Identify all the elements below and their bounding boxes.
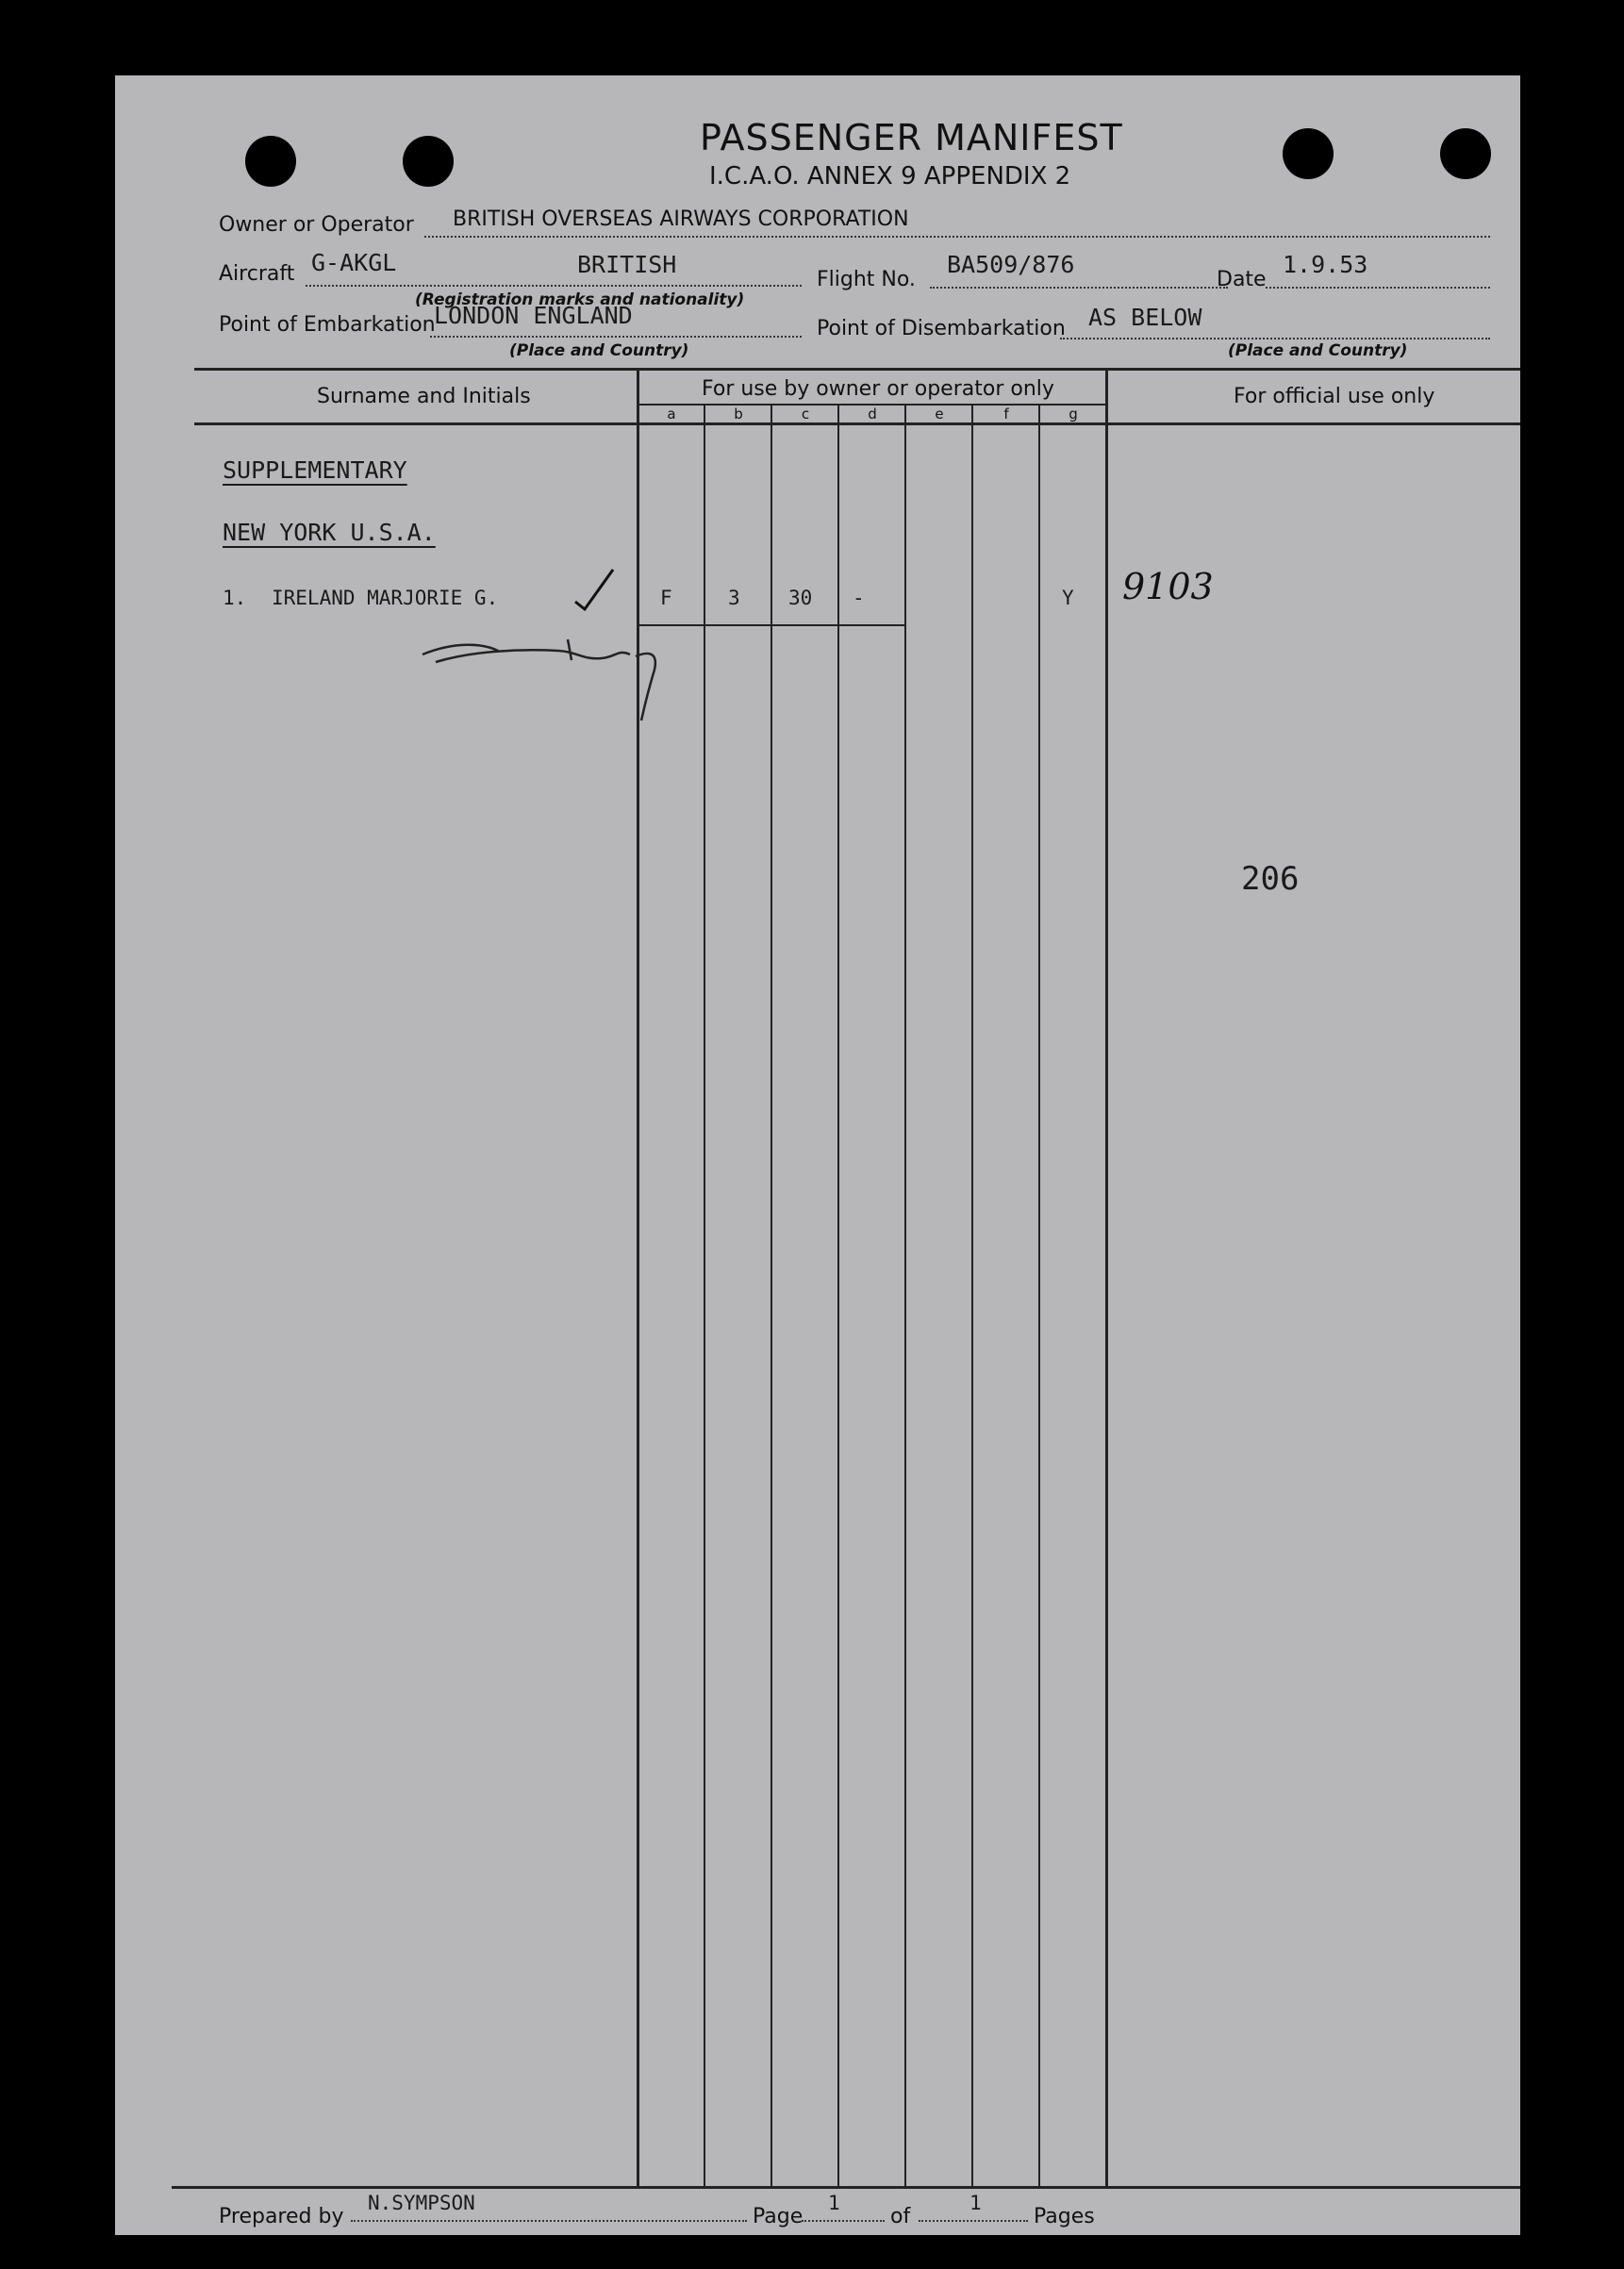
page-label: Page [753,2205,804,2228]
column-divider [704,404,705,2188]
passenger-col-b: 3 [728,587,740,609]
prepared-dotted-line [351,2220,747,2222]
column-divider [1038,404,1040,2188]
prepared-by-label: Prepared by [219,2205,344,2228]
aircraft-dotted-line [306,285,802,287]
total-pages: 1 [969,2192,982,2214]
aircraft-nationality: BRITISH [577,251,677,278]
passenger-col-d: - [853,587,865,609]
punch-hole-icon [245,136,296,187]
registration-note: (Registration marks and nationality) [415,290,745,309]
table-top-line [194,368,1520,371]
manifest-subtitle: I.C.A.O. ANNEX 9 APPENDIX 2 [709,162,1071,190]
table-header-bottom-line [194,422,1520,425]
signature-scribble-icon [417,622,700,726]
footer-top-line [172,2186,1520,2189]
page-dotted-line [802,2220,885,2222]
embarkation-label: Point of Embarkation [219,313,436,337]
subcol-b: b [734,406,743,422]
pages-label: Pages [1034,2205,1095,2228]
aircraft-label: Aircraft [219,262,295,286]
subcol-g: g [1069,406,1078,422]
date-dotted-line [1266,287,1490,289]
destination-heading: NEW YORK U.S.A. [223,519,436,546]
date-value: 1.9.53 [1283,251,1368,278]
manifest-title: PASSENGER MANIFEST [700,117,1123,158]
subcol-c: c [801,406,810,422]
passenger-col-a: F [660,587,672,609]
aircraft-registration: G-AKGL [311,249,397,276]
column-divider [971,404,973,2188]
of-label: of [890,2205,911,2228]
column-divider [904,404,906,2188]
supplementary-heading: SUPPLEMENTARY [223,456,407,484]
subcol-d: d [868,406,877,422]
flight-label: Flight No. [817,268,916,291]
official-handwritten-note: 9103 [1122,566,1214,607]
punch-hole-icon [1283,128,1334,179]
stamp-number: 206 [1241,860,1300,898]
subcol-f: f [1003,406,1009,422]
flight-dotted-line [930,287,1228,289]
surname-column-header: Surname and Initials [317,385,531,408]
embarkation-dotted-line [430,336,802,338]
passenger-number: 1. [223,587,247,609]
embarkation-value: LONDON ENGLAND [434,302,633,329]
official-use-column-header: For official use only [1234,385,1435,408]
flight-number: BA509/876 [947,251,1075,278]
column-divider [837,404,839,2188]
page-number: 1 [828,2192,840,2214]
disembarkation-value: AS BELOW [1088,304,1202,331]
disembarkation-dotted-line [1060,338,1490,340]
date-label: Date [1217,268,1267,291]
manifest-sheet [115,75,1520,2235]
passenger-col-c: 30 [788,587,813,609]
checkmark-icon [572,566,617,613]
of-dotted-line [919,2220,1028,2222]
column-divider [1105,368,1108,2188]
punch-hole-icon [1440,128,1491,179]
owner-label: Owner or Operator [219,213,414,237]
passenger-col-g: Y [1062,587,1074,609]
owner-use-column-header: For use by owner or operator only [702,377,1054,401]
subcol-a: a [667,406,676,422]
passenger-name: IRELAND MARJORIE G. [272,587,499,609]
owner-dotted-line [424,236,1490,238]
owner-value: BRITISH OVERSEAS AIRWAYS CORPORATION [453,207,909,231]
prepared-by-value: N.SYMPSON [368,2192,475,2214]
place-note-right: (Place and Country) [1228,341,1408,360]
disembarkation-label: Point of Disembarkation [817,317,1066,340]
column-divider [771,404,772,2188]
place-note-left: (Place and Country) [509,341,689,360]
subcol-e: e [935,406,944,422]
punch-hole-icon [403,136,454,187]
